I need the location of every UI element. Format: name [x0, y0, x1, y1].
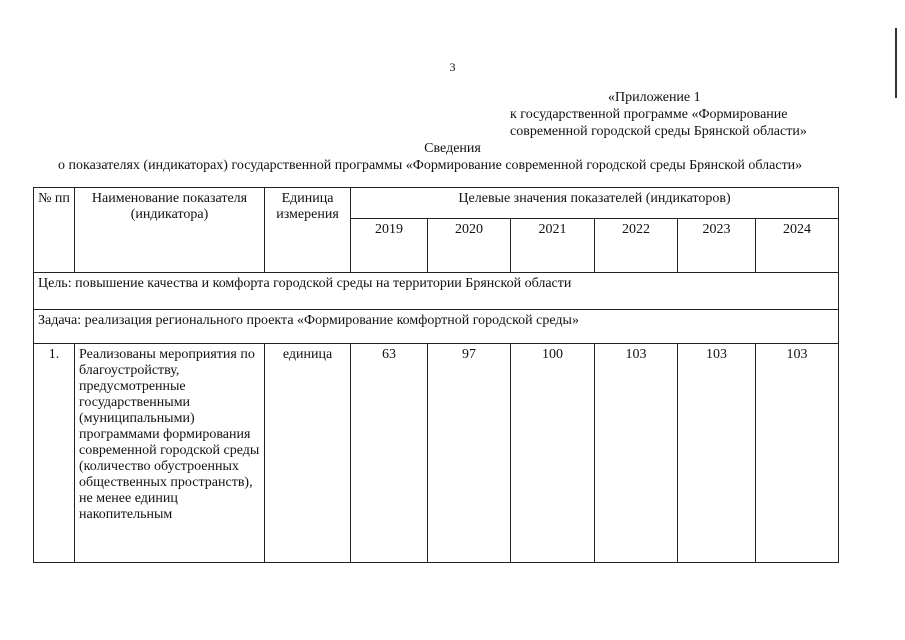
header-year: 2022	[595, 219, 678, 273]
row-value: 97	[428, 344, 511, 563]
page-number: 3	[449, 60, 456, 74]
header-year: 2023	[678, 219, 756, 273]
row-value: 103	[756, 344, 839, 563]
header-name: Наименование показателя (индикатора)	[75, 188, 265, 273]
appendix-line-2: к государственной программе «Формирование	[510, 107, 788, 122]
header-year: 2021	[511, 219, 595, 273]
scan-edge-mark	[895, 28, 897, 98]
table-header-row	[34, 188, 839, 219]
row-value: 103	[595, 344, 678, 563]
table-row	[34, 344, 839, 563]
document-subtitle: о показателях (индикаторах) государственной программы «Формирование современной городской среды Брянской области»	[58, 158, 803, 173]
header-year: 2020	[428, 219, 511, 273]
header-num: № пп	[34, 188, 75, 273]
appendix-block	[510, 89, 870, 140]
task-text: Задача: реализация регионального проекта «Формирование комфортной городской среды»	[34, 310, 839, 344]
row-value: 63	[351, 344, 428, 563]
appendix-line-3: современной городской среды Брянской области»	[510, 124, 807, 139]
indicators-table	[33, 187, 839, 563]
goal-text: Цель: повышение качества и комфорта городской среды на территории Брянской области	[34, 273, 839, 310]
row-value: 100	[511, 344, 595, 563]
row-num: 1.	[34, 344, 75, 563]
appendix-line-1: «Приложение 1	[608, 90, 701, 105]
task-row	[34, 310, 839, 344]
row-value: 103	[678, 344, 756, 563]
document-title: Сведения	[424, 141, 481, 156]
header-targets: Целевые значения показателей (индикаторов)	[351, 188, 839, 219]
header-unit: Единица измерения	[265, 188, 351, 273]
row-indicator-name	[75, 344, 265, 563]
header-year: 2024	[756, 219, 839, 273]
goal-row	[34, 273, 839, 310]
indicator-name-text: Реализованы мероприятия по благоустройству, предусмотренные государственными (муниципальными) программами формирования современной городской среды (количество обустроенных общественных пространств), не менее единиц накопительным	[79, 347, 260, 522]
row-unit: единица	[265, 344, 351, 563]
header-year: 2019	[351, 219, 428, 273]
